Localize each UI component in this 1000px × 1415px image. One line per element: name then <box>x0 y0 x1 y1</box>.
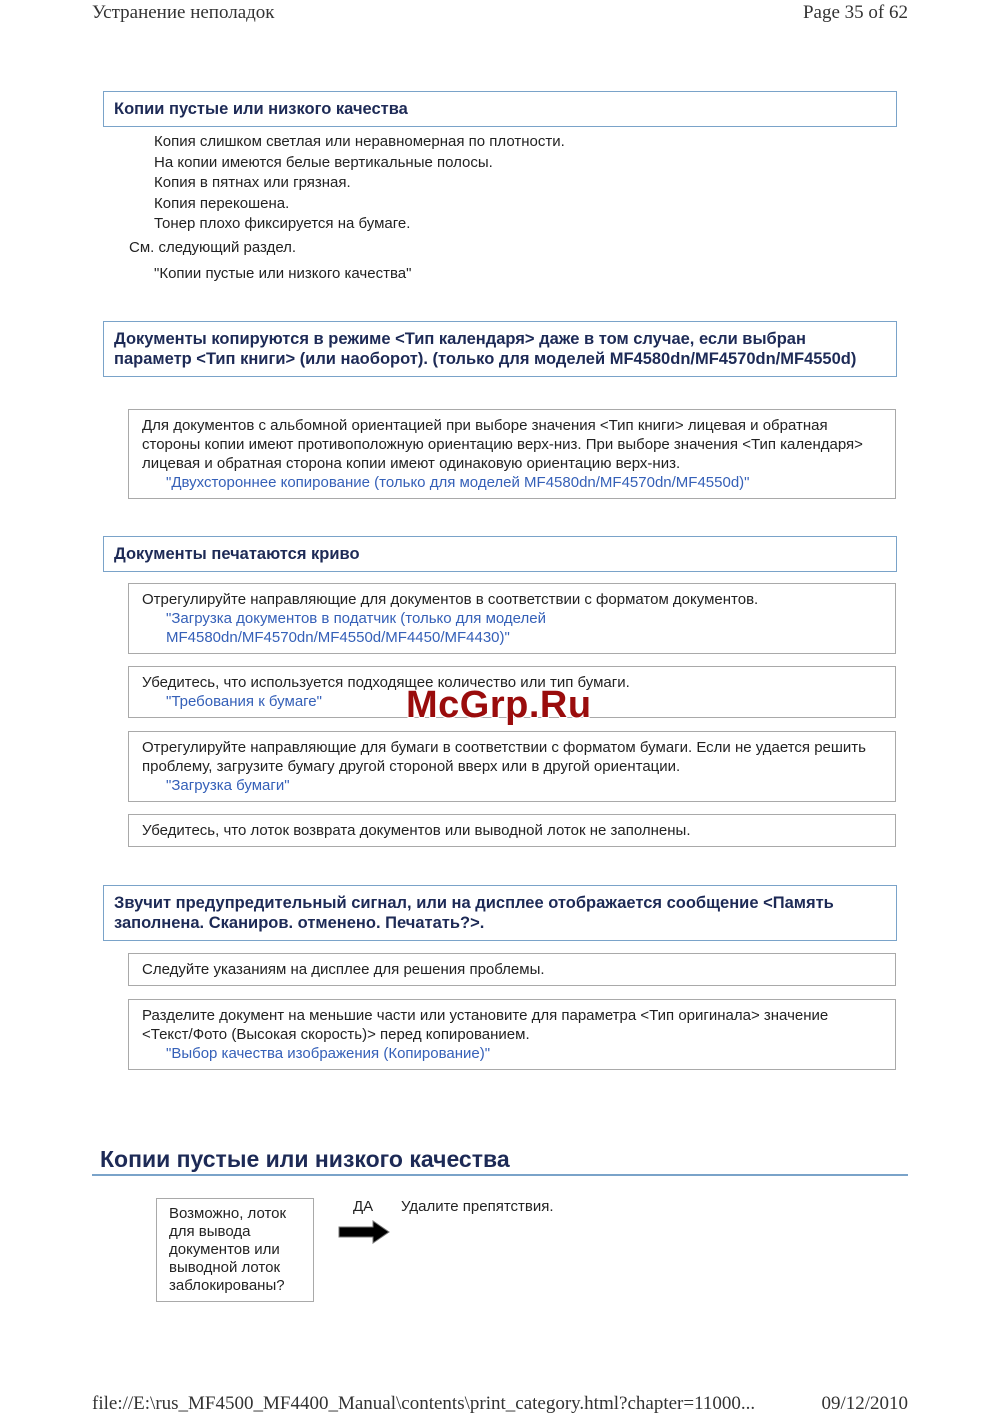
header-title: Устранение неполадок <box>92 2 275 23</box>
list-item: На копии имеются белые вертикальные полосы. <box>154 153 493 171</box>
footer-date: 09/12/2010 <box>821 1393 908 1414</box>
title-divider <box>92 1174 908 1176</box>
section-title-calendar-type: Документы копируются в режиме <Тип календаря> даже в том случае, если выбран параметр <Тип книги> (или наоборот). (только для моделей MF4580dn/MF4570dn/MF4550d) <box>103 321 897 377</box>
watermark: McGrp.Ru <box>406 684 592 726</box>
info-box-orientation <box>128 409 896 499</box>
list-item: Тонер плохо фиксируется на бумаге. <box>154 215 411 232</box>
box-text: Для документов с альбомной ориентацией при выборе значения <Тип книги> лицевая и обратная стороны копии имеют противоположную ориентацию верх-низ. При выборе значения <Тип календаря> лицевая и обратная сторона копии имеют одинаковую ориентацию верх-низ. <box>142 417 863 472</box>
page-title: Копии пустые или низкого качества <box>100 1146 510 1172</box>
list-item: Копия слишком светлая или неравномерная по плотности. <box>154 133 565 150</box>
question-box: Возможно, лоток для вывода документов или выводной лоток заблокированы? <box>156 1198 314 1302</box>
section-title-blank-copies: Копии пустые или низкого качества <box>103 91 897 127</box>
info-box-paper-guides <box>128 731 896 802</box>
box-text: Отрегулируйте направляющие для бумаги в соответствии с форматом бумаги. Если не удается решить проблему, загрузите бумагу другой стороной вверх или в другой ориентации. <box>142 739 866 775</box>
link-blank-copies[interactable]: "Копии пустые или низкого качества" <box>154 265 412 282</box>
info-box-follow-display <box>128 953 896 986</box>
section-title-skewed: Документы печатаются криво <box>103 536 897 572</box>
link-duplex-copy[interactable]: "Двухстороннее копирование (только для моделей MF4580dn/MF4570dn/MF4550d)" <box>166 474 750 491</box>
yes-label: ДА <box>353 1198 374 1215</box>
list-item: Копия в пятнах или грязная. <box>154 174 351 191</box>
box-text: Отрегулируйте направляющие для документов в соответствии с форматом документов. <box>142 591 759 608</box>
arrow-right-icon <box>337 1220 391 1249</box>
info-box-output-tray <box>128 814 896 847</box>
link-load-paper[interactable]: "Загрузка бумаги" <box>166 777 290 794</box>
box-text: Убедитесь, что используется подходящее количество или тип бумаги. <box>142 674 630 691</box>
page-number: Page 35 of 62 <box>802 2 908 23</box>
info-box-split-document <box>128 999 896 1070</box>
link-paper-requirements[interactable]: "Требования к бумаге" <box>166 693 322 710</box>
footer-path: file://E:\rus_MF4500_MF4400_Manual\contents\print_category.html?chapter=11000... <box>92 1393 756 1414</box>
box-text: Разделите документ на меньшие части или установите для параметра <Тип оригинала> значение <Текст/Фото (Высокая скорость)> перед копированием. <box>142 1007 829 1043</box>
answer-text: Удалите препятствия. <box>401 1198 554 1215</box>
box-text: Следуйте указаниям на дисплее для решения проблемы. <box>142 961 545 978</box>
list-item: Копия перекошена. <box>154 194 290 212</box>
see-next-section: См. следующий раздел. <box>129 239 297 256</box>
link-load-documents[interactable]: "Загрузка документов в податчик (только для моделей MF4580dn/MF4570dn/MF4550d/MF4450/MF4430)" <box>166 610 546 646</box>
section-title-memory-full: Звучит предупредительный сигнал, или на дисплее отображается сообщение <Память заполнена. Сканиров. отменено. Печатать?>. <box>103 885 897 941</box>
info-box-doc-guides <box>128 583 896 654</box>
link-image-quality[interactable]: "Выбор качества изображения (Копирование)" <box>166 1045 491 1062</box>
symptom-list <box>154 132 565 235</box>
box-text: Убедитесь, что лоток возврата документов или выводной лоток не заполнены. <box>142 822 691 839</box>
